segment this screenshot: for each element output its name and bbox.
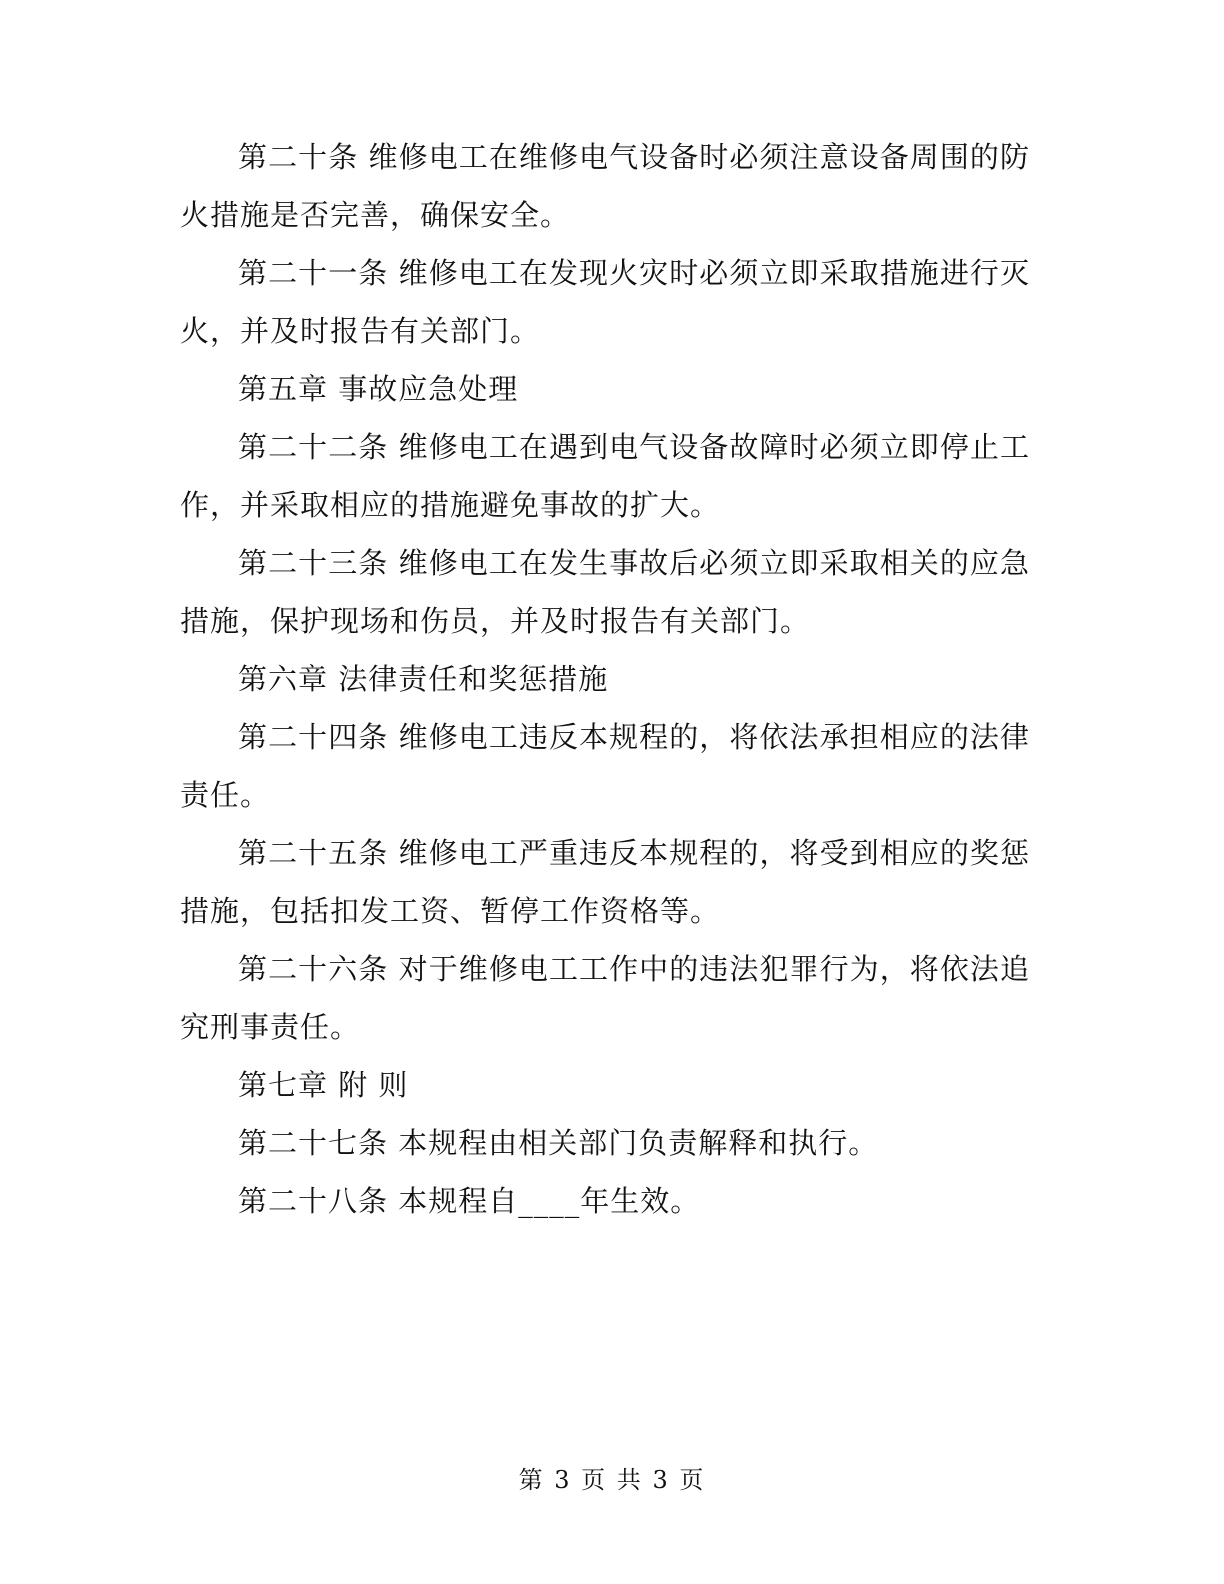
page-number-footer: 第 3 页 共 3 页 <box>518 1466 706 1494</box>
chapter-7-heading: 第七章 附 则 <box>238 1068 409 1102</box>
article-24: 第二十四条 维修电工违反本规程的，将依法承担相应的法律责任。 <box>180 720 1030 812</box>
chapter-5-heading: 第五章 事故应急处理 <box>238 372 519 406</box>
article-27: 第二十七条 本规程由相关部门负责解释和执行。 <box>238 1126 879 1160</box>
article-22: 第二十二条 维修电工在遇到电气设备故障时必须立即停止工作，并采取相应的措施避免事故的扩大。 <box>180 430 1030 522</box>
article-25: 第二十五条 维修电工严重违反本规程的，将受到相应的奖惩措施，包括扣发工资、暂停工作资格等。 <box>180 836 1030 928</box>
article-21: 第二十一条 维修电工在发现火灾时必须立即采取措施进行灭火，并及时报告有关部门。 <box>180 256 1030 348</box>
article-28: 第二十八条 本规程自____年生效。 <box>238 1184 701 1218</box>
document-body <box>180 128 1030 1230</box>
article-20: 第二十条 维修电工在维修电气设备时必须注意设备周围的防火措施是否完善，确保安全。 <box>180 140 1030 232</box>
chapter-6-heading: 第六章 法律责任和奖惩措施 <box>238 662 609 696</box>
article-26: 第二十六条 对于维修电工工作中的违法犯罪行为，将依法追究刑事责任。 <box>180 952 1030 1044</box>
article-23: 第二十三条 维修电工在发生事故后必须立即采取相关的应急措施，保护现场和伤员，并及时报告有关部门。 <box>180 546 1030 638</box>
